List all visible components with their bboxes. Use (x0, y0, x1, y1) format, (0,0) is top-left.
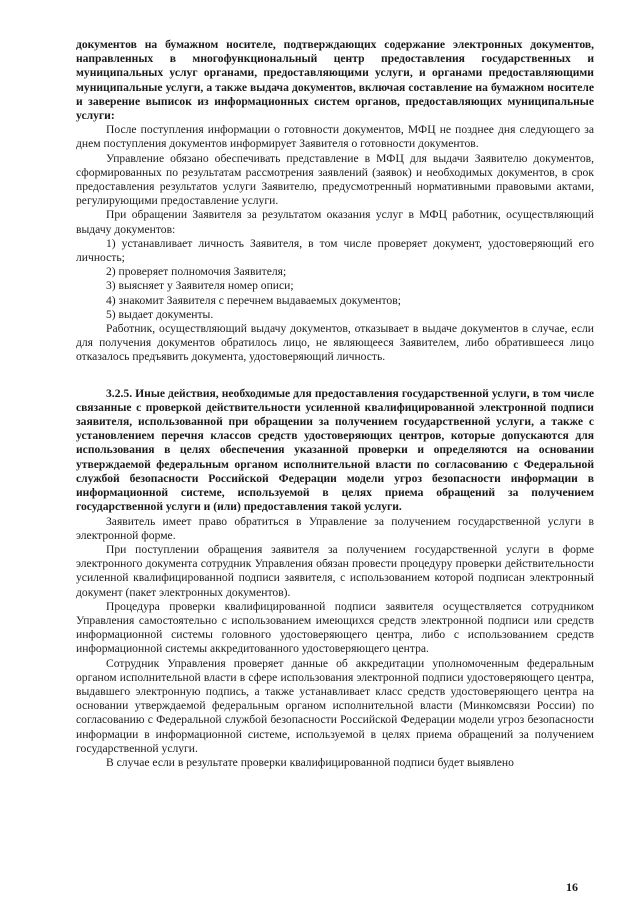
heading-continuation: документов на бумажном носителе, подтверждающих содержание электронных документов, направленных в многофункциональный центр предоставления государственных и муниципальных услуг органами, предоставляющими услуги, и органами предоставляющими муниципальные услуги, а также выдача документов, включая составление на бумажном носителе и заверение выписок из информационных систем органов, предоставляющих муниципальные услуги: (76, 38, 594, 123)
paragraph-department-duty: Управление обязано обеспечивать представление в МФЦ для выдачи Заявителю документов, сформированных по результатам рассмотрения заявлений (заявок) и необходимых документов, в срок предоставления результатов услуги Заявителю, предусмотренный нормативными правовыми актами, регулирующими предоставление услуги. (76, 151, 594, 208)
list-item: 3) выясняет у Заявителя номер описи; (106, 279, 294, 293)
list-item: 2) проверяет полномочия Заявителя; (106, 265, 287, 279)
list-item: 5) выдает документы. (106, 307, 214, 321)
paragraph-accreditation-check: Сотрудник Управления проверяет данные об аккредитации уполномоченным федеральным органом исполнительной власти в сфере использования электронной подписи удостоверяющего центра, выдавшего электронную подпись, а также устанавливает класс средств удостоверяющего центра на основании утверждаемой федеральным органом исполнительной власти (Минкомсвязи России) по согласованию с Федеральной службой безопасности Российской Федерации модели угроз безопасности информации в информационной системе, используемой в целях приема обращений за получением государственной услуги. (76, 656, 594, 755)
list-item: 1) устанавливает личность Заявителя, в том числе проверяет документ, удостоверяющий его личность; (76, 236, 594, 265)
section-heading: 3.2.5. Иные действия, необходимые для предоставления государственной услуги, в том числе связанные с проверкой действительности усиленной квалифицированной электронной подписи заявителя, использованной при обращении за получением государственной услуги, а также с установлением перечня классов средств удостоверяющих центров, которые допускаются для использования в целях обеспечения указанной проверки и определяются на основании утверждаемой федеральным органом исполнительной власти по согласованию с Федеральной службой безопасности Российской Федерации модели угроз безопасности информации в информационной системе, используемой в целях приема обращений за получением государственной услуги и (или) предоставления такой услуги. (76, 386, 594, 514)
document-page (76, 38, 594, 770)
paragraph-verification-procedure: Процедура проверки квалифицированной подписи заявителя осуществляется сотрудником Управления самостоятельно с использованием имеющихся средств электронной подписи или средств информационной системы головного удостоверяющего центра, либо с использованием средств информационной системы аккредитованного удостоверяющего центра. (76, 599, 594, 656)
paragraph-issue-procedure: При обращении Заявителя за результатом оказания услуг в МФЦ работник, осуществляющий выдачу документов: (76, 208, 594, 236)
list-item: 4) знакомит Заявителя с перечнем выдаваемых документов; (106, 293, 401, 307)
paragraph-refusal: Работник, осуществляющий выдачу документов, отказывает в выдаче документов в случае, если для получения документов обратилось лицо, не являющееся Заявителем, либо обратившееся лицо отказалось предъявить документа, удостоверяющий личность. (76, 322, 594, 364)
paragraph-mfc-notice: После поступления информации о готовности документов, МФЦ не позднее дня следующего за днем поступления документов информирует Заявителя о готовности документов. (76, 123, 594, 151)
page-number: 16 (566, 880, 578, 894)
paragraph-result-case: В случае если в результате проверки квалифицированной подписи будет выявлено (106, 755, 514, 769)
section-gap (76, 365, 594, 387)
paragraph-electronic-right: Заявитель имеет право обратиться в Управление за получением государственной услуги в электронной форме. (76, 514, 594, 542)
paragraph-signature-check: При поступлении обращения заявителя за получением государственной услуги в форме электронного документа сотрудник Управления обязан провести процедуру проверки действительности усиленной квалифицированной подписи заявителя, с использованием которой подписан электронный документ (пакет электронных документов). (76, 542, 594, 599)
